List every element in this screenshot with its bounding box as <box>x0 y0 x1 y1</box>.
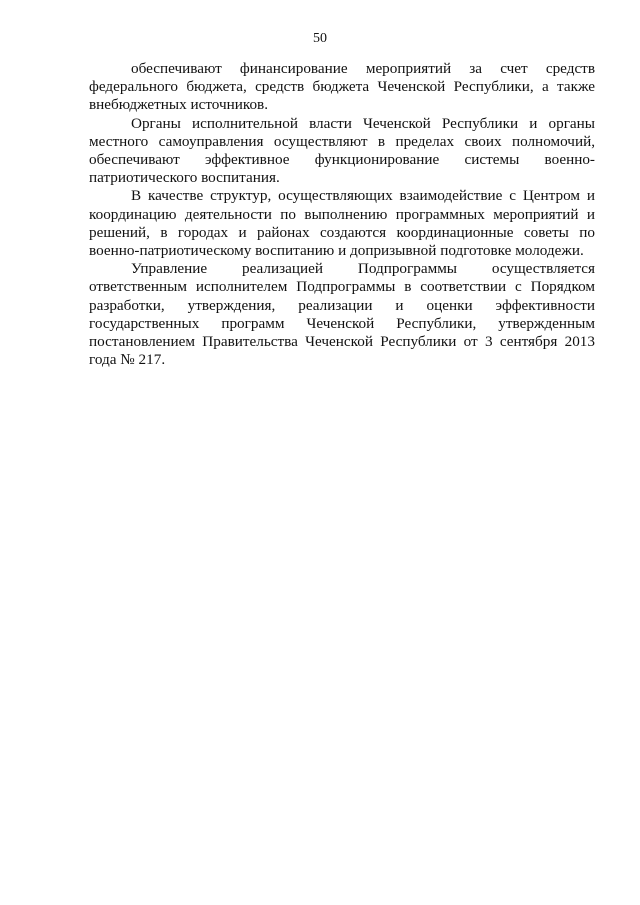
paragraph-authorities: Органы исполнительной власти Чеченской Республики и органы местного самоуправления осуществляют в пределах своих полномочий, обеспечивают эффективное функционирование системы военно-патриотического воспитания. <box>89 114 595 187</box>
document-body <box>89 60 595 369</box>
paragraph-subprogram-management: Управление реализацией Подпрограммы осуществляется ответственным исполнителем Подпрограммы в соответствии с Порядком разработки, утверждения, реализации и оценки эффективности государственных программ Чеченской Республики, утвержденным постановлением Правительства Чеченской Республики от 3 сентября 2013 года № 217. <box>89 260 595 369</box>
paragraph-financing: обеспечивают финансирование мероприятий за счет средств федерального бюджета, средств бюджета Чеченской Республики, а также внебюджетных источников. <box>89 60 595 114</box>
page-number: 50 <box>313 31 327 46</box>
paragraph-coordination-councils: В качестве структур, осуществляющих взаимодействие с Центром и координацию деятельности по выполнению программных мероприятий и решений, в городах и районах создаются координационные советы по военно-патриотическому воспитанию и допризывной подготовке молодежи. <box>89 187 595 260</box>
